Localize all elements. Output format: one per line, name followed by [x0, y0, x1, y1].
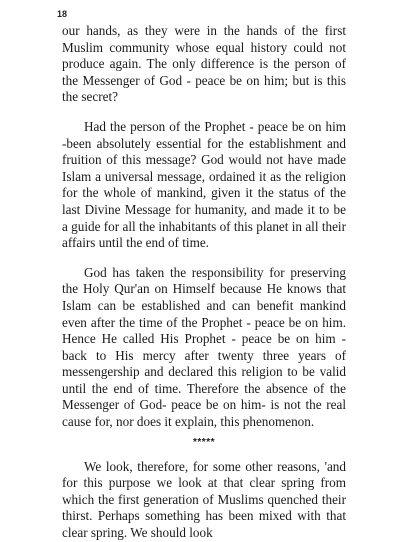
section-separator: *****: [193, 436, 215, 448]
paragraph-1: our hands, as they were in the hands of the first Muslim community whose equal history could not produce again. The only difference is the person of the Messenger of God - peace be on him; but is this the secret?: [62, 23, 346, 105]
paragraph-4: We look, therefore, for some other reasons, 'and for this purpose we look at that clear spring from which the first generation of Muslims quenched their thirst. Perhaps something has been mixed with that clear spring. We should look: [62, 458, 346, 541]
paragraph-3: God has taken the responsibility for preserving the Holy Qur'an on Himself because He knows that Islam can be established and can benefit mankind even after the time of the Prophet - peace be on him. Hence He called His Prophet - peace be on him - back to His mercy after twenty three years of messengership and declared this religion to be valid until the end of time. Therefore the absence of the Messenger of God- peace be on him- is not the real cause for, nor does it explain, this phenomenon.: [62, 264, 346, 430]
paragraph-gap: [62, 106, 346, 119]
page-body: [62, 23, 346, 542]
paragraph-gap: [62, 252, 346, 265]
page-number: 18: [57, 9, 68, 19]
paragraph-2: Had the person of the Prophet - peace be on him -been absolutely essential for the establishment and fruition of this message? God would not have made Islam a universal message, ordained it as the religion for the whole of mankind, given it the status of the last Divine Message for humanity, and made it to be a guide for all the inhabitants of this planet in all their affairs until the end of time.: [62, 118, 346, 251]
